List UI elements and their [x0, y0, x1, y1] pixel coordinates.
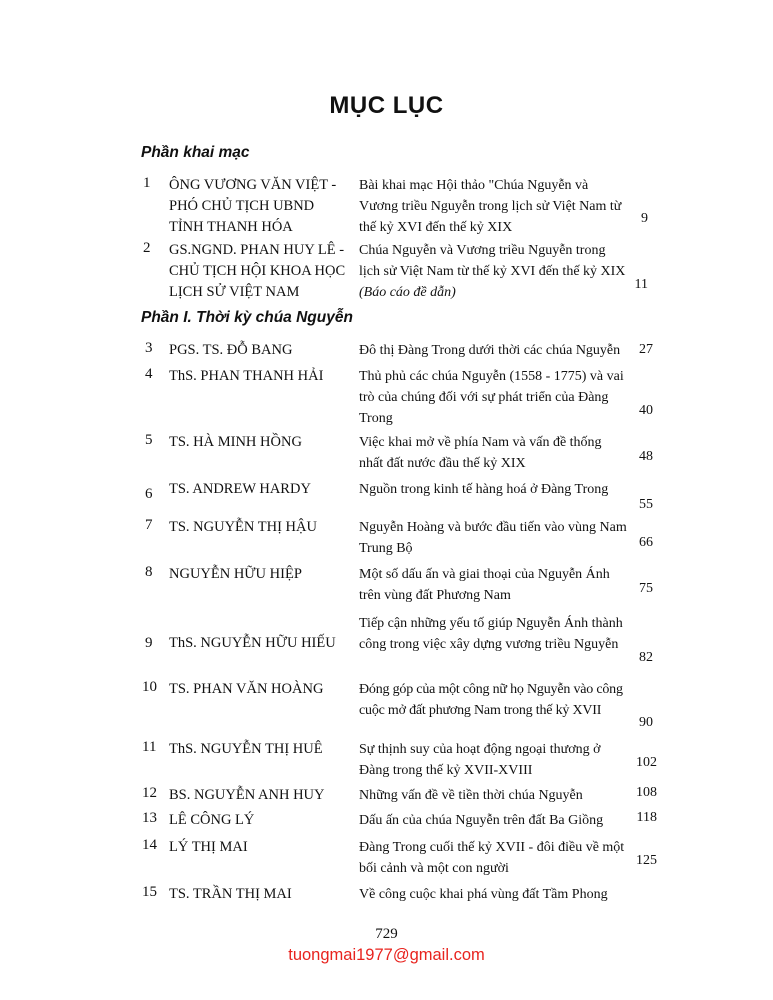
entry-author: ThS. NGUYỄN THỊ HUÊ	[169, 741, 323, 757]
entry-page: 40	[639, 403, 653, 418]
entry-page: 48	[639, 449, 653, 464]
entry-page: 102	[636, 755, 657, 770]
entry-note: (Báo cáo đề dẫn)	[359, 285, 456, 300]
entry-topic: Nguồn trong kinh tế hàng hoá ở Đàng Trong	[359, 482, 609, 497]
entry-author: TS. HÀ MINH HỒNG	[169, 434, 302, 450]
entry-author: LÊ CÔNG LÝ	[169, 812, 255, 828]
entry-author: PGS. TS. ĐỖ BANG	[169, 342, 293, 358]
entry-number: 11	[142, 739, 157, 755]
entry-topic: Sự thịnh suy của hoạt động ngoại thương ở Đàng trong thế kỷ XVII-XVIII	[359, 742, 601, 778]
entry-author: BS. NGUYỄN ANH HUY	[169, 787, 325, 803]
page-number: 729	[375, 926, 398, 942]
entry-page: 9	[641, 211, 648, 226]
entry-topic: Về công cuộc khai phá vùng đất Tầm Phong	[359, 887, 608, 902]
entry-topic: Việc khai mở về phía Nam và vấn đề thống nhất đất nước đầu thế kỷ XIX	[359, 435, 602, 471]
entry-number: 14	[142, 837, 157, 853]
entry-number: 7	[145, 517, 153, 533]
entry-topic: Tiếp cận những yếu tố giúp Nguyễn Ánh thành công trong việc xây dựng vương triều Nguyễn	[359, 616, 623, 652]
page-title: MỤC LỤC	[329, 92, 444, 119]
entry-topic: Đô thị Đàng Trong dưới thời các chúa Nguyễn	[359, 343, 621, 358]
entry-page: 11	[634, 277, 648, 292]
entry-number: 15	[142, 884, 157, 900]
entry-author: TS. NGUYỄN THỊ HẬU	[169, 519, 317, 535]
entry-topic: Một số dấu ấn và giai thoại của Nguyễn Ánh trên vùng đất Phương Nam	[359, 567, 610, 603]
watermark-email: tuongmai1977@gmail.com	[288, 946, 485, 964]
entry-number: 1	[143, 175, 151, 191]
entry-author: LÝ THỊ MAI	[169, 839, 248, 855]
entry-number: 10	[142, 679, 157, 695]
section-heading: Phần I. Thời kỳ chúa Nguyễn	[141, 309, 353, 326]
entry-page: 125	[636, 853, 657, 868]
entry-page: 118	[636, 810, 657, 825]
entry-number: 12	[142, 785, 157, 801]
entry-author: NGUYỄN HỮU HIỆP	[169, 566, 302, 582]
entry-author: TS. TRẦN THỊ MAI	[169, 886, 292, 902]
entry-page: 55	[639, 497, 653, 512]
entry-author: ÔNG VƯƠNG VĂN VIỆT - PHÓ CHỦ TỊCH UBND TỈNH THANH HÓA	[169, 177, 337, 235]
entry-number: 2	[143, 240, 151, 256]
entry-page: 82	[639, 650, 653, 665]
entry-topic: Thủ phủ các chúa Nguyễn (1558 - 1775) và vai trò của chúng đối với sự phát triển của Đàng Trong	[359, 369, 624, 426]
entry-number: 4	[145, 366, 153, 382]
entry-number: 9	[145, 635, 153, 651]
entry-author: GS.NGND. PHAN HUY LÊ - CHỦ TỊCH HỘI KHOA HỌC LỊCH SỬ VIỆT NAM	[169, 242, 346, 300]
entry-page: 108	[636, 785, 657, 800]
entry-number: 5	[145, 432, 153, 448]
entry-page: 66	[639, 535, 653, 550]
entry-topic: Bài khai mạc Hội thảo "Chúa Nguyễn và Vương triều Nguyễn trong lịch sử Việt Nam từ thế kỷ XVI đến thế kỷ XIX	[359, 178, 622, 235]
entry-page: 90	[639, 715, 653, 730]
entry-number: 6	[145, 486, 153, 502]
section-heading: Phần khai mạc	[141, 144, 250, 161]
entry-topic-text: Chúa Nguyễn và Vương triều Nguyễn trong lịch sử Việt Nam từ thế kỷ XVI đến thế kỷ XIX	[359, 243, 626, 279]
entry-topic: Đóng góp của một công nữ họ Nguyễn vào công cuộc mở đất phương Nam trong thế kỷ XVII	[359, 682, 623, 718]
entry-author: ThS. PHAN THANH HẢI	[169, 368, 324, 384]
entry-topic: Đàng Trong cuối thế kỷ XVII - đôi điều về một bối cảnh và một con người	[359, 840, 625, 876]
entry-author: TS. ANDREW HARDY	[169, 481, 311, 497]
entry-topic	[359, 240, 627, 303]
entry-author: TS. PHAN VĂN HOÀNG	[169, 681, 324, 697]
entry-page: 75	[639, 581, 653, 596]
entry-author: ThS. NGUYỄN HỮU HIẾU	[169, 635, 336, 651]
entry-page: 27	[639, 342, 653, 357]
entry-topic: Những vấn đề về tiền thời chúa Nguyễn	[359, 788, 583, 803]
entry-number: 3	[145, 340, 153, 356]
entry-number: 13	[142, 810, 157, 826]
entry-number: 8	[145, 564, 153, 580]
entry-topic: Dấu ấn của chúa Nguyễn trên đất Ba Giồng	[359, 813, 604, 828]
entry-topic: Nguyễn Hoàng và bước đầu tiến vào vùng Nam Trung Bộ	[359, 520, 627, 556]
